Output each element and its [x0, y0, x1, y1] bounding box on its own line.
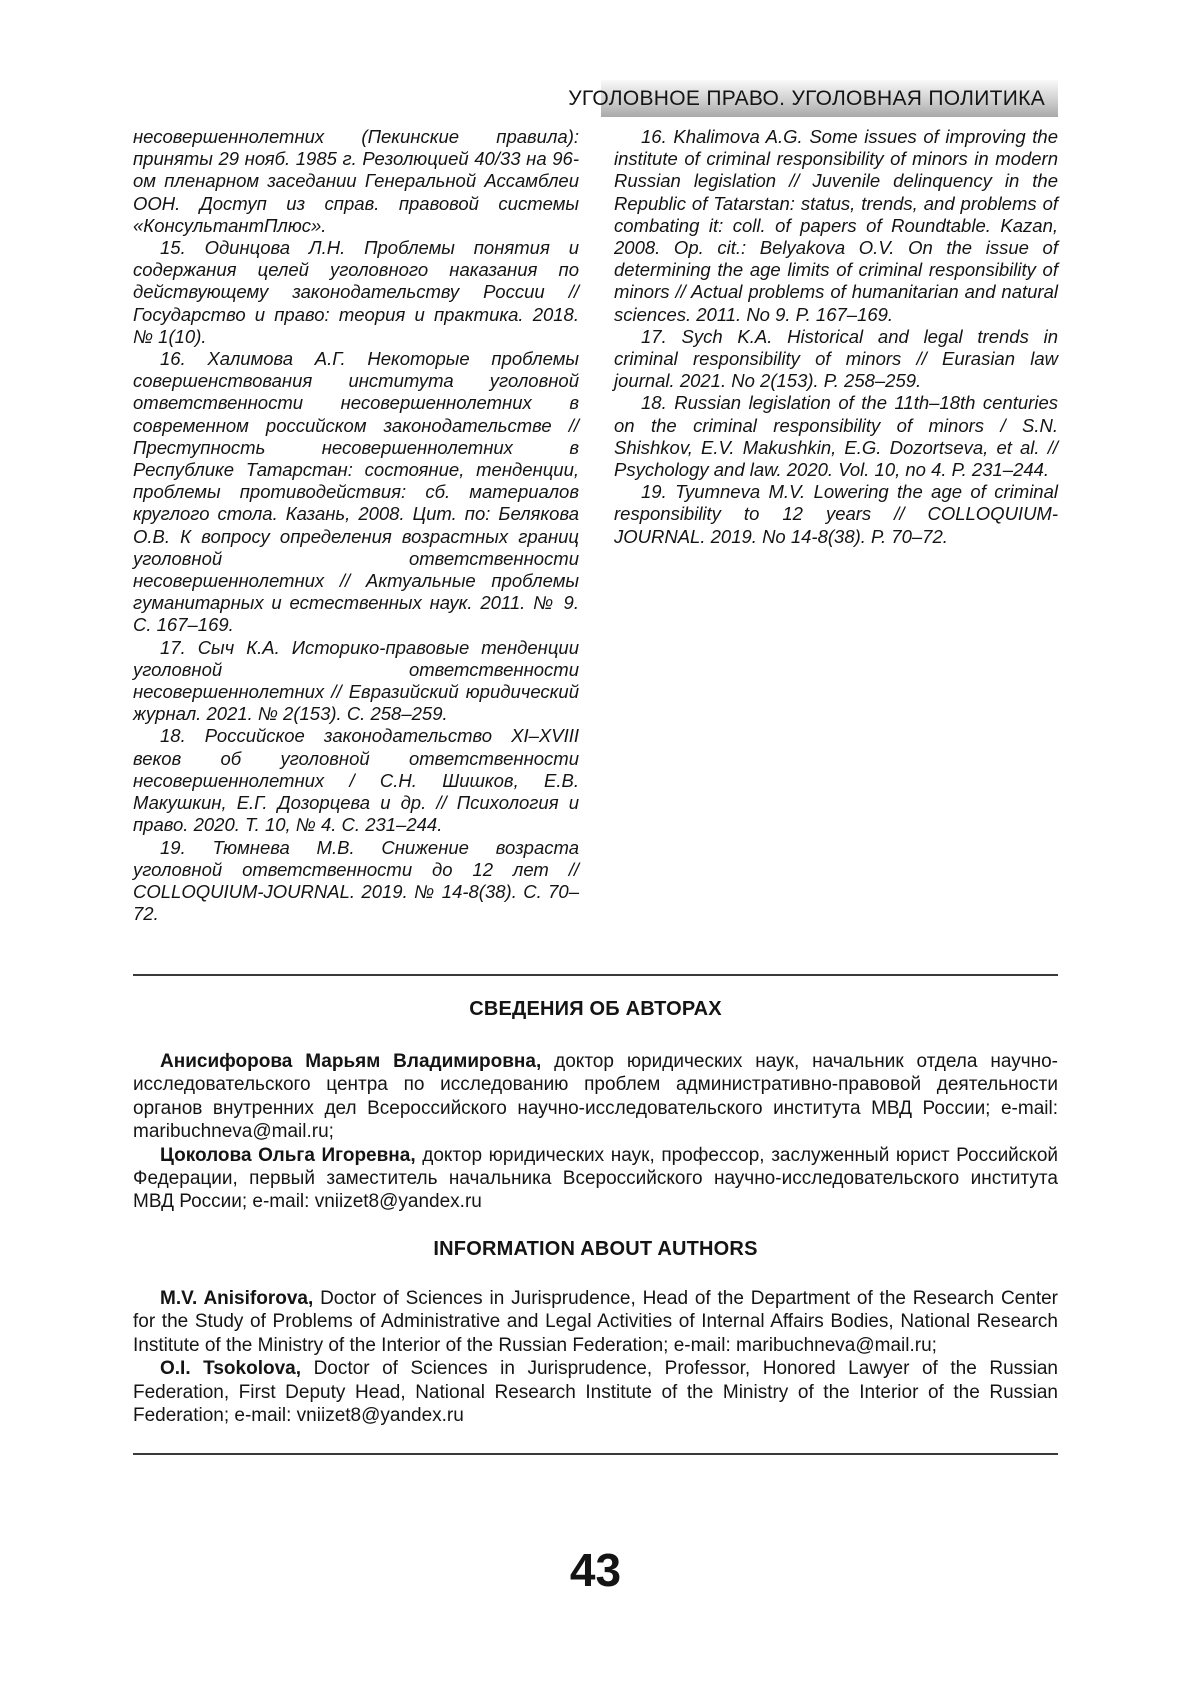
reference-item: 18. Российское законодательство XI–XVIII веков об уголовной ответственности несовершеннолетних / С.Н. Шишков, Е.В. Макушкин, Е.Г. Дозорцева и др. // Психология и право. 2020. Т. 10, № 4. С. 231–244. [133, 725, 579, 836]
authors-info-ru [133, 1050, 1058, 1214]
author-name: Цоколова Ольга Игоревна, [160, 1144, 416, 1166]
author-details: Doctor of Sciences in Jurisprudence, Head of the Department of the Research Center for the Study of Problems of Administrative and Legal Activities of Internal Affairs Bodies, National Research Institute of the Ministry of the Interior of the Russian Federation; e-mail: maribuchneva@mail.ru; [133, 1288, 1058, 1356]
author-details: доктор юридических наук, профессор, заслуженный юрист Российской Федерации, первый заместитель начальника Всероссийского научно-исследовательского института МВД России; e-mail: vniizet8@yandex.ru [133, 1144, 1058, 1213]
running-head [568, 80, 1058, 117]
author-details: Doctor of Sciences in Jurisprudence, Professor, Honored Lawyer of the Russian Federation, First Deputy Head, National Research Institute of the Ministry of the Interior of the Russian Federation; e-mail: vniizet8@yandex.ru [133, 1358, 1059, 1427]
reference-item: 17. Сыч К.А. Историко-правовые тенденции уголовной ответственности несовершеннолетних // Евразийский юридический журнал. 2021. № 2(153). С. 258–259. [133, 636, 579, 725]
authors-heading-en: INFORMATION ABOUT AUTHORS [433, 1238, 758, 1260]
author-details: доктор юридических наук, начальник отдела научно-исследовательского центра по исследованию проблем административно-правовой деятельности органов внутренних дел Всероссийского научно-исследовательского института МВД России; e-mail: maribuchneva@mail.ru; [133, 1051, 1058, 1143]
reference-item: 15. Одинцова Л.Н. Проблемы понятия и содержания целей уголовного наказания по действующему законодательству России // Государство и право: теория и практика. 2018. № 1(10). [133, 237, 579, 347]
author-name: M.V. Anisiforova, [160, 1288, 314, 1309]
reference-item: 16. Khalimova A.G. Some issues of improving the institute of criminal responsibility of minors in modern Russian legislation // Juvenile delinquency in the Republic of Tatarstan: status, trends, and problems of combating it: coll. of papers of Roundtable. Kazan, 2008. Op. cit.: Belyakova O.V. On the issue of determining the age limits of criminal responsibility of minors // Actual problems of humanitarian and natural sciences. 2011. No 9. P. 167–169. [614, 126, 1058, 325]
reference-item: 16. Халимова А.Г. Некоторые проблемы совершенствования института уголовной ответственности несовершеннолетних в современном российском законодательстве // Преступность несовершеннолетних в Республике Татарстан: состояние, тенденции, проблемы противодействия: сб. материалов круглого стола. Казань, 2008. Цит. по: Белякова О.В. К вопросу определения возрастных границ уголовной ответственности несовершеннолетних // Актуальные проблемы гуманитарных и естественных наук. 2011. № 9. С. 167–169. [133, 348, 579, 636]
reference-item: несовершеннолетних (Пекинские правила): приняты 29 нояб. 1985 г. Резолюцией 40/33 на 96-ом пленарном заседании Генеральной Ассамблеи ООН. Доступ из справ. правовой системы «КонсультантПлюс». [133, 126, 579, 236]
author-entry [133, 1050, 1058, 1144]
divider-rule-top [133, 974, 1058, 976]
reference-item: 18. Russian legislation of the 11th–18th centuries on the criminal responsibility of minors / S.N. Shishkov, E.V. Makushkin, E.G. Dozortseva, et al. // Psychology and law. 2020. Vol. 10, no 4. P. 231–244. [614, 392, 1058, 481]
references-right-column [614, 126, 1058, 548]
author-name: O.I. Tsokolova, [160, 1358, 302, 1380]
authors-info-en [133, 1287, 1058, 1427]
author-entry [133, 1287, 1058, 1357]
reference-item: 17. Sych K.A. Historical and legal trends in criminal responsibility of minors // Eurasian law journal. 2021. No 2(153). P. 258–259. [614, 325, 1058, 392]
reference-item: 19. Тюмнева М.В. Снижение возраста уголовной ответственности до 12 лет // COLLOQUIUM-JOURNAL. 2019. № 14-8(38). С. 70–72. [133, 836, 579, 925]
author-name: Анисифорова Марьям Владимировна, [160, 1051, 542, 1072]
running-head-text: УГОЛОВНОЕ ПРАВО. УГОЛОВНАЯ ПОЛИТИКА [568, 86, 1045, 110]
page-number: 43 [569, 1544, 622, 1596]
author-entry [133, 1357, 1058, 1427]
author-entry [133, 1144, 1058, 1214]
divider-rule-bottom [133, 1453, 1058, 1455]
authors-heading-ru: СВЕДЕНИЯ ОБ АВТОРАХ [469, 998, 722, 1020]
reference-item: 19. Tyumneva M.V. Lowering the age of criminal responsibility to 12 years // COLLOQUIUM-JOURNAL. 2019. No 14-8(38). P. 70–72. [614, 481, 1058, 547]
references-left-column [133, 126, 579, 925]
